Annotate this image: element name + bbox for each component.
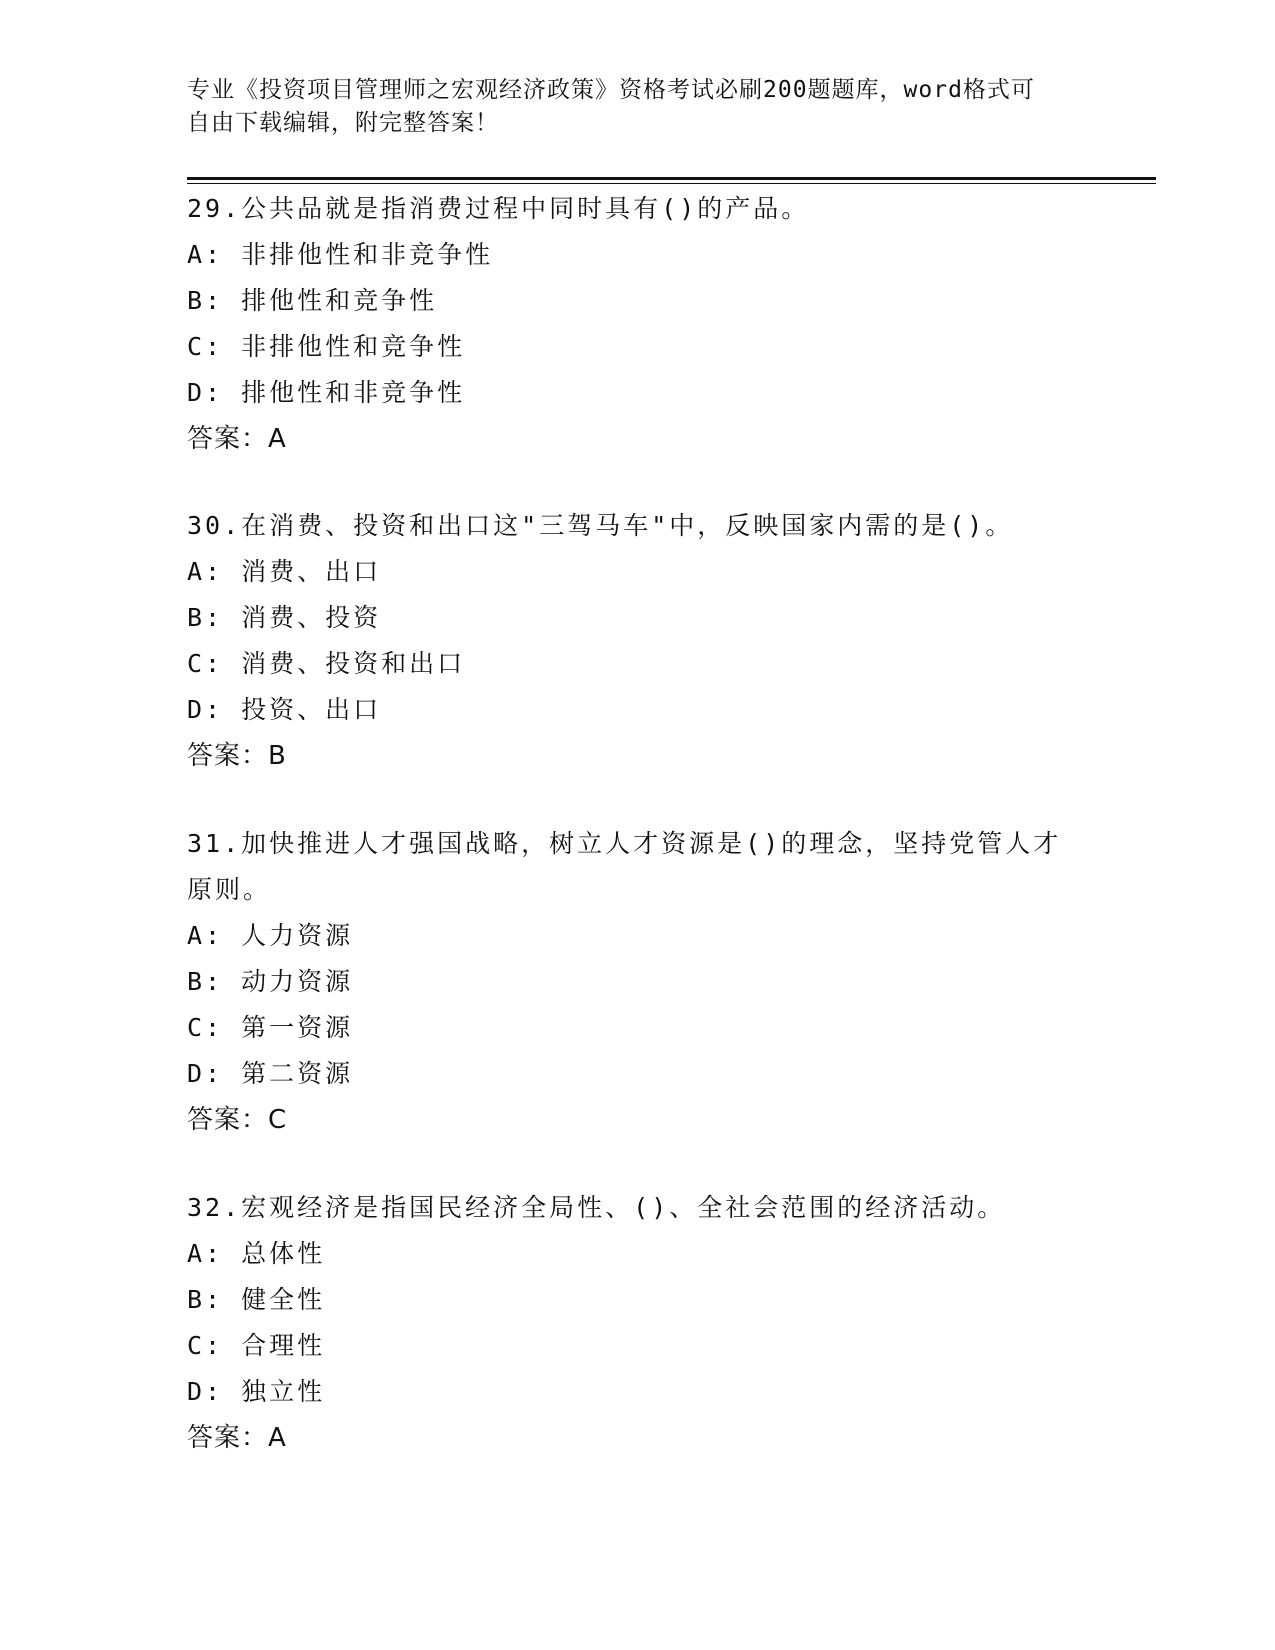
answer-label: 答案：A	[187, 424, 287, 454]
option-c: C: 消费、投资和出口	[187, 649, 466, 678]
question-29	[187, 186, 1087, 462]
header-divider-thin	[187, 183, 1156, 184]
header-line-1: 专业《投资项目管理师之宏观经济政策》资格考试必刷200题题库，word格式可	[187, 77, 1035, 103]
question-31	[187, 821, 1087, 1143]
option-b: B: 消费、投资	[187, 603, 382, 632]
option-a: A: 非排他性和非竞争性	[187, 240, 494, 269]
question-stem: 30.在消费、投资和出口这"三驾马车"中，反映国家内需的是()。	[187, 511, 1014, 540]
answer-label: 答案：B	[187, 741, 287, 771]
document-header	[187, 74, 1087, 140]
question-stem: 32.宏观经济是指国民经济全局性、()、全社会范围的经济活动。	[187, 1193, 1006, 1222]
option-a: A: 总体性	[187, 1239, 326, 1268]
answer-label: 答案：A	[187, 1423, 287, 1453]
option-b: B: 排他性和竞争性	[187, 286, 438, 315]
option-c: C: 合理性	[187, 1331, 326, 1360]
option-d: D: 投资、出口	[187, 695, 382, 724]
question-stem-continued: 原则。	[187, 875, 272, 904]
option-b: B: 健全性	[187, 1285, 326, 1314]
option-b: B: 动力资源	[187, 967, 354, 996]
header-line-2: 自由下载编辑，附完整答案！	[187, 110, 499, 136]
question-30	[187, 503, 1087, 779]
option-c: C: 非排他性和竞争性	[187, 332, 466, 361]
option-c: C: 第一资源	[187, 1013, 354, 1042]
question-stem: 29.公共品就是指消费过程中同时具有()的产品。	[187, 194, 810, 223]
option-a: A: 消费、出口	[187, 557, 382, 586]
option-d: D: 排他性和非竞争性	[187, 378, 466, 407]
option-d: D: 独立性	[187, 1377, 326, 1406]
question-stem: 31.加快推进人才强国战略，树立人才资源是()的理念，坚持党管人才	[187, 829, 1062, 858]
answer-label: 答案：C	[187, 1105, 288, 1135]
header-divider-thick	[187, 177, 1156, 180]
question-32	[187, 1185, 1087, 1461]
option-d: D: 第二资源	[187, 1059, 354, 1088]
option-a: A: 人力资源	[187, 921, 354, 950]
